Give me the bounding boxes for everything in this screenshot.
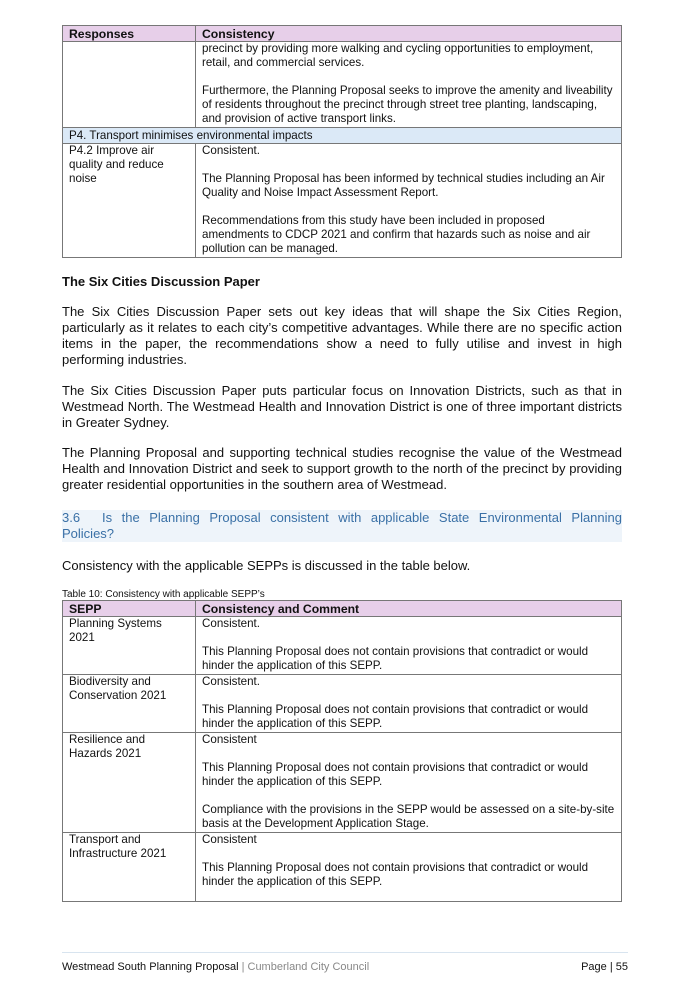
footer-left bbox=[62, 961, 369, 973]
consistency-cell bbox=[196, 144, 622, 258]
cell-paragraph: Consistent bbox=[202, 733, 257, 746]
responses-table bbox=[62, 25, 622, 258]
cell-paragraph: Compliance with the provisions in the SEPP would be assessed on a site-by-site basis at the Development Application Stage. bbox=[202, 803, 615, 830]
sepp-table bbox=[62, 600, 622, 902]
section-intro: Consistency with the applicable SEPPs is discussed in the table below. bbox=[62, 558, 471, 573]
section-title: Is the Planning Proposal consistent with applicable State Environmental Planning Policies? bbox=[62, 510, 622, 541]
responses-header: Responses bbox=[63, 26, 196, 42]
cell-paragraph: This Planning Proposal does not contain provisions that contradict or would hinder the application of this SEPP. bbox=[202, 861, 589, 888]
section-number: 3.6 bbox=[62, 510, 81, 525]
footer-org: Cumberland City Council bbox=[247, 961, 370, 973]
cell-paragraph: Furthermore, the Planning Proposal seeks to improve the amenity and liveability of residents throughout the precinct through street tree planting, landscaping, and provision of active transport links. bbox=[202, 84, 613, 125]
sepp-cell: Resilience and Hazards 2021 bbox=[63, 733, 196, 833]
response-cell: P4.2 Improve air quality and reduce noise bbox=[63, 144, 196, 258]
table-row bbox=[63, 733, 622, 833]
table-row bbox=[63, 833, 622, 902]
section-3-6-heading bbox=[62, 510, 622, 542]
table-row bbox=[63, 42, 622, 128]
response-cell bbox=[63, 42, 196, 128]
cell-paragraph: Consistent. bbox=[202, 617, 260, 630]
footer-doc-title: Westmead South Planning Proposal bbox=[62, 961, 239, 973]
consistency-cell bbox=[196, 42, 622, 128]
table-header-row bbox=[63, 26, 622, 42]
footer-separator: | bbox=[241, 961, 245, 973]
cell-paragraph: This Planning Proposal does not contain provisions that contradict or would hinder the application of this SEPP. bbox=[202, 761, 589, 788]
consistency-header: Consistency bbox=[196, 26, 622, 42]
cell-paragraph: precinct by providing more walking and cycling opportunities to employment, retail, and commercial services. bbox=[202, 42, 594, 69]
sepp-cell: Transport and Infrastructure 2021 bbox=[63, 833, 196, 902]
table-caption: Table 10: Consistency with applicable SEPP’s bbox=[62, 589, 265, 600]
comment-cell bbox=[196, 675, 622, 733]
comment-cell bbox=[196, 617, 622, 675]
cell-paragraph: The Planning Proposal has been informed by technical studies including an Air Quality and Noise Impact Assessment Report. bbox=[202, 172, 605, 199]
six-cities-heading: The Six Cities Discussion Paper bbox=[62, 274, 260, 289]
page-number: Page | 55 bbox=[581, 961, 628, 973]
comment-cell bbox=[196, 733, 622, 833]
body-paragraph: The Six Cities Discussion Paper sets out key ideas that will shape the Six Cities Region, particularly as it relates to each city’s competitive advantages. While there are no specific action items in the paper, the recommendations show a need to fully utilise and invest in high performing industries. bbox=[62, 304, 622, 367]
sepp-header: SEPP bbox=[63, 601, 196, 617]
cell-paragraph: Recommendations from this study have been included in proposed amendments to CDCP 2021 and confirm that hazards such as noise and air pollution can be managed. bbox=[202, 214, 591, 255]
table-row bbox=[63, 144, 622, 258]
body-paragraph: The Planning Proposal and supporting technical studies recognise the value of the Westmead Health and Innovation District and seek to support growth to the north of the precinct by providing greater residential opportunities in the southern area of Westmead. bbox=[62, 445, 622, 492]
cell-paragraph: Consistent. bbox=[202, 675, 260, 688]
footer-divider bbox=[62, 952, 628, 953]
table-row bbox=[63, 675, 622, 733]
cell-paragraph: This Planning Proposal does not contain provisions that contradict or would hinder the application of this SEPP. bbox=[202, 703, 589, 730]
table-subheading-row bbox=[63, 128, 622, 144]
subheading-cell: P4. Transport minimises environmental impacts bbox=[63, 128, 622, 144]
comment-header: Consistency and Comment bbox=[196, 601, 622, 617]
comment-cell bbox=[196, 833, 622, 902]
table-header-row bbox=[63, 601, 622, 617]
body-paragraph: The Six Cities Discussion Paper puts particular focus on Innovation Districts, such as that in Westmead North. The Westmead Health and Innovation District is one of three important districts in Greater Sydney. bbox=[62, 383, 622, 430]
sepp-cell: Biodiversity and Conservation 2021 bbox=[63, 675, 196, 733]
sepp-cell: Planning Systems 2021 bbox=[63, 617, 196, 675]
cell-paragraph: This Planning Proposal does not contain provisions that contradict or would hinder the application of this SEPP. bbox=[202, 645, 589, 672]
cell-paragraph: Consistent bbox=[202, 833, 257, 846]
cell-paragraph: Consistent. bbox=[202, 144, 260, 157]
table-row bbox=[63, 617, 622, 675]
